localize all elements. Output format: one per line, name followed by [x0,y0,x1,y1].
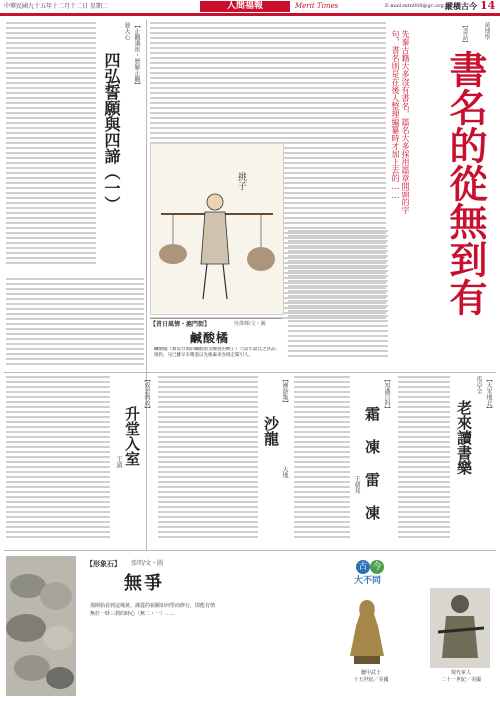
sihong-body [6,22,96,270]
stone-feature [6,556,336,696]
armor-caption: 臘甲武士 十五世紀／美國 [353,670,389,683]
shuangdong-body [294,376,350,544]
shalong-body [158,376,258,544]
main-article [410,22,490,316]
article-shengtang [6,376,154,546]
gujin-badge-left: 古 [356,560,370,574]
shuangdong-title: 霜 凍 雷 凍 [363,406,381,520]
svg-text:挑子: 挑子 [236,172,246,190]
article-shuangdong [294,376,394,546]
shuangdong-author: 王朝邦 [353,476,360,494]
main-article-tag: 【書話】 [461,22,468,46]
caption-credit: 吳偉輝/文・圖 [234,321,266,327]
shengtang-author: 王鴻 [115,456,122,468]
gujin-title: 大不同 [354,576,382,586]
sihong-title: 四弘誓願與四諦（一） [102,52,121,212]
ink-painting [150,143,284,315]
section-divider-bottom [4,550,496,551]
shalong-author: 大地 [281,466,288,478]
shengtang-title: 升堂入室 [123,406,141,466]
email-address: E-mail:mtn008@gc.org.tw [385,3,452,9]
shengtang-body [6,376,110,544]
main-article-title: 書名的從無到有 [443,50,488,316]
article-shalong [158,376,258,546]
stone-body: 那開始看到這塊黃，謹從的祝願如何學而修行，即能有情無於一時三剎的時心（無二・一）…… [90,603,215,617]
masthead [0,0,500,13]
stone-title: 無爭 [124,573,164,594]
caption-title: 鹹酸橘 [190,331,230,345]
stones-photo [6,556,76,696]
main-article-body-continued [288,230,388,360]
brand-name: 人間福報 [226,1,263,11]
sihong-tag: 【止觀講座・歷解止觀】 [133,22,140,88]
sihong-author: 發大心 [123,22,130,40]
section-name: 縱橫古今 [445,1,477,11]
shuangdong-tag: 【知識百科】 [383,376,390,412]
caption-header: 【昔日風情・滬門街】 [150,321,211,328]
main-article-author: 黃博學 [483,22,490,40]
laolai-author: 馬卓全 [475,376,482,394]
article-laolai [398,376,494,546]
article-sihong [6,22,144,272]
section-divider [4,372,496,373]
shengtang-tag: 【成語典故】 [143,376,150,412]
shalong-tag: 【園游集】 [281,376,288,406]
laolai-body [398,376,450,544]
stone-tag: 【形象石】 [86,559,121,568]
soldier-caption: 現代軍人 二十一世紀／美國 [440,670,481,683]
shalong-heading [262,376,290,546]
sihong-body-continued [6,278,144,370]
issue-date: 中華民國九十五年十二月十二日 星期二 [4,3,108,10]
page-number: 14 [480,0,496,12]
main-article-lede: 先秦古籍大多沒有書名，篇名大多採用篇章開頭的字句，書名則是在後人整理編纂時才加上去的…… [391,30,410,214]
image-caption-box [150,318,282,359]
masthead-rule [0,13,500,16]
newspaper-brand [200,1,290,12]
caption-text: 鹹酸橘（類似台灣的鹹酸甜及醃製的橄子）乃當年最佳之食品，挑扔，兄已雖早未嚐過以先後棄來卷挑走聞引人。 [154,347,280,358]
stone-author: 張明/文・圖 [131,560,164,567]
gujin-badge-right: 今 [370,560,384,574]
armor-statue-photo [340,596,395,666]
laolai-tag: 【大宋地北】 [485,376,492,412]
shalong-title: 沙龍 [262,416,280,446]
soldier-photo [430,588,490,668]
vendor-illustration [151,144,283,314]
brand-english: Merit Times [295,2,339,10]
gujin-feature [330,556,496,696]
laolai-title: 老來讀書樂 [455,400,473,475]
